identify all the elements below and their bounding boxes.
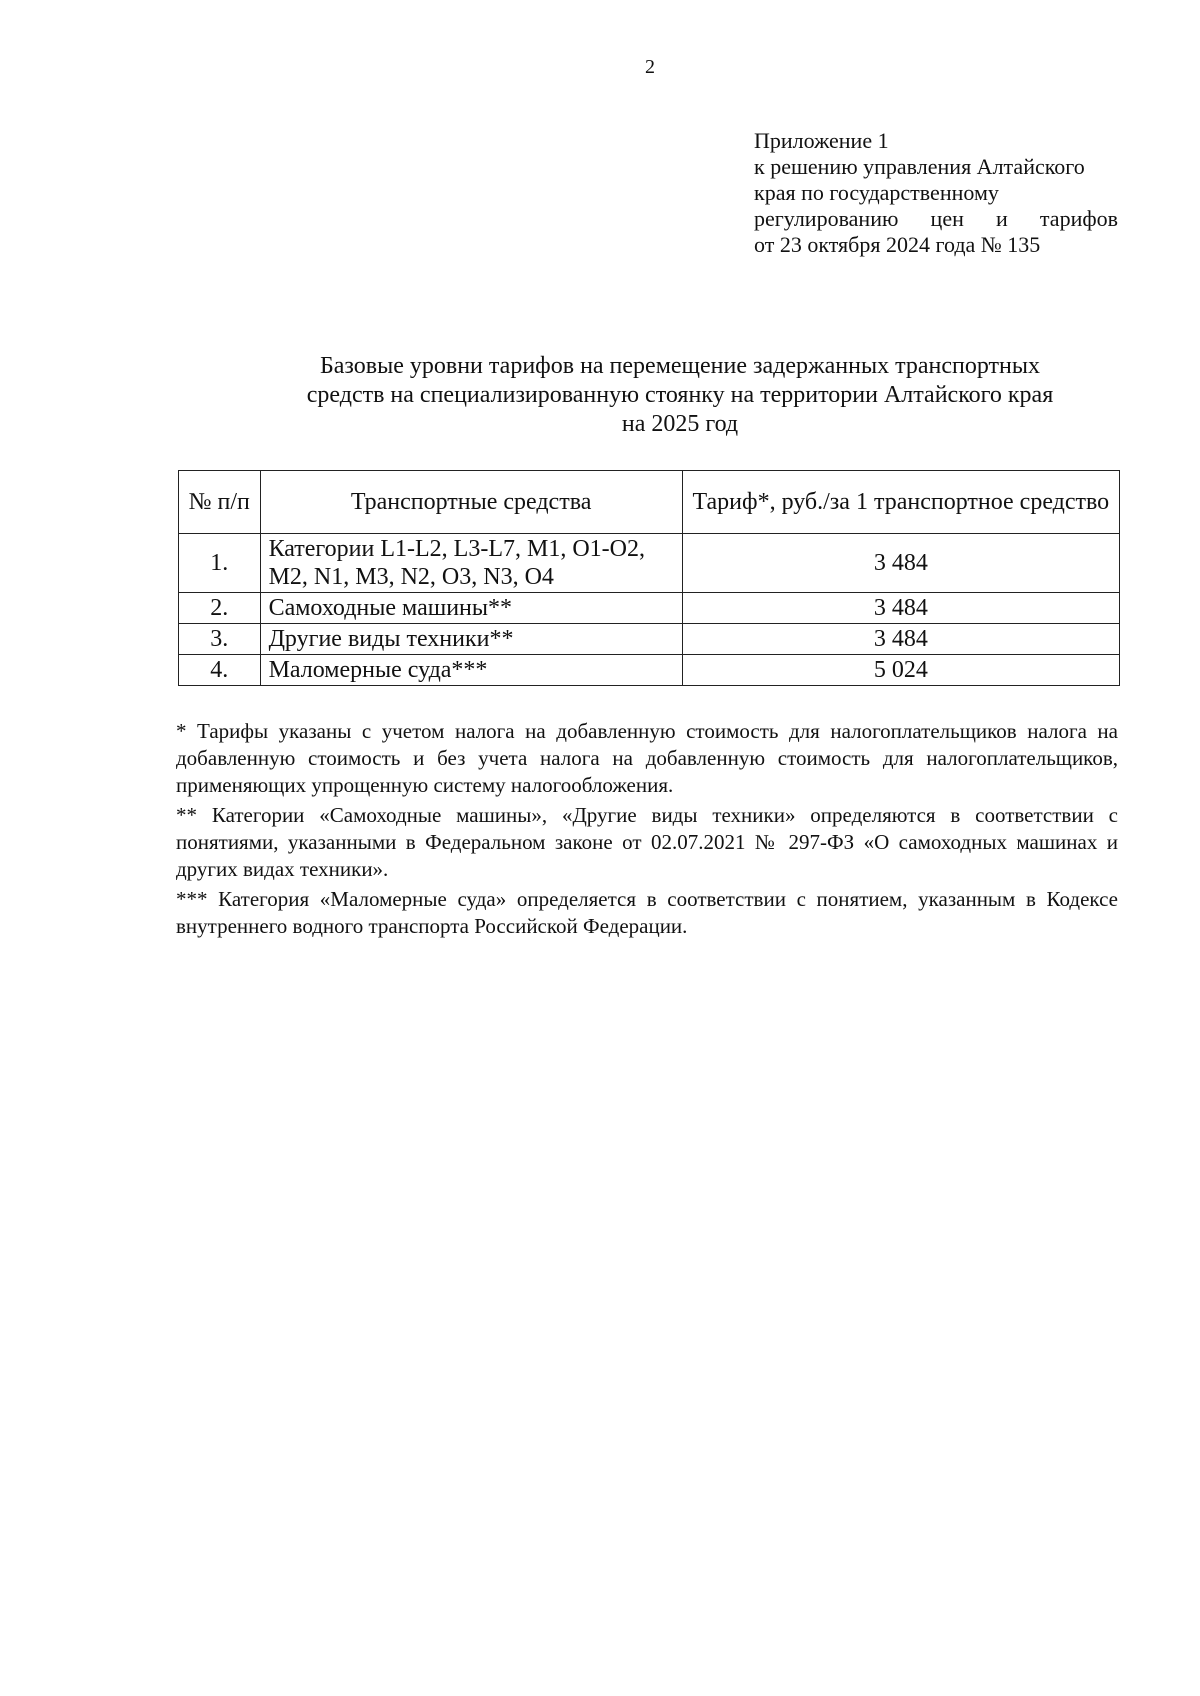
appendix-block bbox=[754, 128, 1118, 258]
appendix-line: от 23 октября 2024 года № 135 bbox=[754, 232, 1041, 257]
header-vehicles: Транспортные средства bbox=[260, 471, 682, 534]
footnotes bbox=[176, 718, 1118, 943]
title-line: Базовые уровни тарифов на перемещение задержанных транспортных bbox=[320, 353, 1040, 379]
footnote-vat: * Тарифы указаны с учетом налога на добавленную стоимость для налогоплательщиков налога на добавленную стоимость и без учета налога на добавленную стоимость для налогоплательщиков, применяющих упрощенную систему налогообложения. bbox=[176, 719, 1118, 797]
tariff-table bbox=[178, 470, 1120, 686]
row-num: 1. bbox=[179, 534, 261, 593]
footnote-machines: ** Категории «Самоходные машины», «Другие виды техники» определяются в соответствии с понятиями, указанными в Федеральном законе от 02.07.2021 № 297-ФЗ «О самоходных машинах и других видах техники». bbox=[176, 803, 1118, 881]
appendix-title: Приложение 1 bbox=[754, 128, 889, 153]
table-row bbox=[179, 534, 1120, 593]
appendix-line: края по государственному bbox=[754, 180, 999, 205]
table-row bbox=[179, 593, 1120, 624]
row-tariff: 3 484 bbox=[682, 593, 1119, 624]
row-vehicle: Маломерные суда*** bbox=[260, 655, 682, 686]
table-row bbox=[179, 655, 1120, 686]
row-tariff: 3 484 bbox=[682, 624, 1119, 655]
row-num: 3. bbox=[179, 624, 261, 655]
appendix-line: к решению управления Алтайского bbox=[754, 154, 1085, 179]
title-line: на 2025 год bbox=[621, 411, 739, 437]
appendix-line: регулированию цен и тарифов bbox=[754, 206, 1118, 231]
row-num: 4. bbox=[179, 655, 261, 686]
row-vehicle: Категории L1-L2, L3-L7, M1, O1-O2, M2, N1, M3, N2, O3, N3, O4 bbox=[260, 534, 682, 593]
header-tariff: Тариф*, руб./за 1 транспортное средство bbox=[682, 471, 1119, 534]
row-tariff: 5 024 bbox=[682, 655, 1119, 686]
row-num: 2. bbox=[179, 593, 261, 624]
header-num: № п/п bbox=[179, 471, 261, 534]
row-tariff: 3 484 bbox=[682, 534, 1119, 593]
table-row bbox=[179, 624, 1120, 655]
row-vehicle: Другие виды техники** bbox=[260, 624, 682, 655]
title-line: средств на специализированную стоянку на территории Алтайского края bbox=[306, 382, 1054, 408]
document-title bbox=[200, 352, 1160, 439]
page-number: 2 bbox=[645, 56, 655, 78]
table-header-row bbox=[179, 471, 1120, 534]
row-vehicle: Самоходные машины** bbox=[260, 593, 682, 624]
footnote-vessels: *** Категория «Маломерные суда» определяется в соответствии с понятием, указанным в Кодексе внутреннего водного транспорта Российской Федерации. bbox=[176, 887, 1118, 938]
